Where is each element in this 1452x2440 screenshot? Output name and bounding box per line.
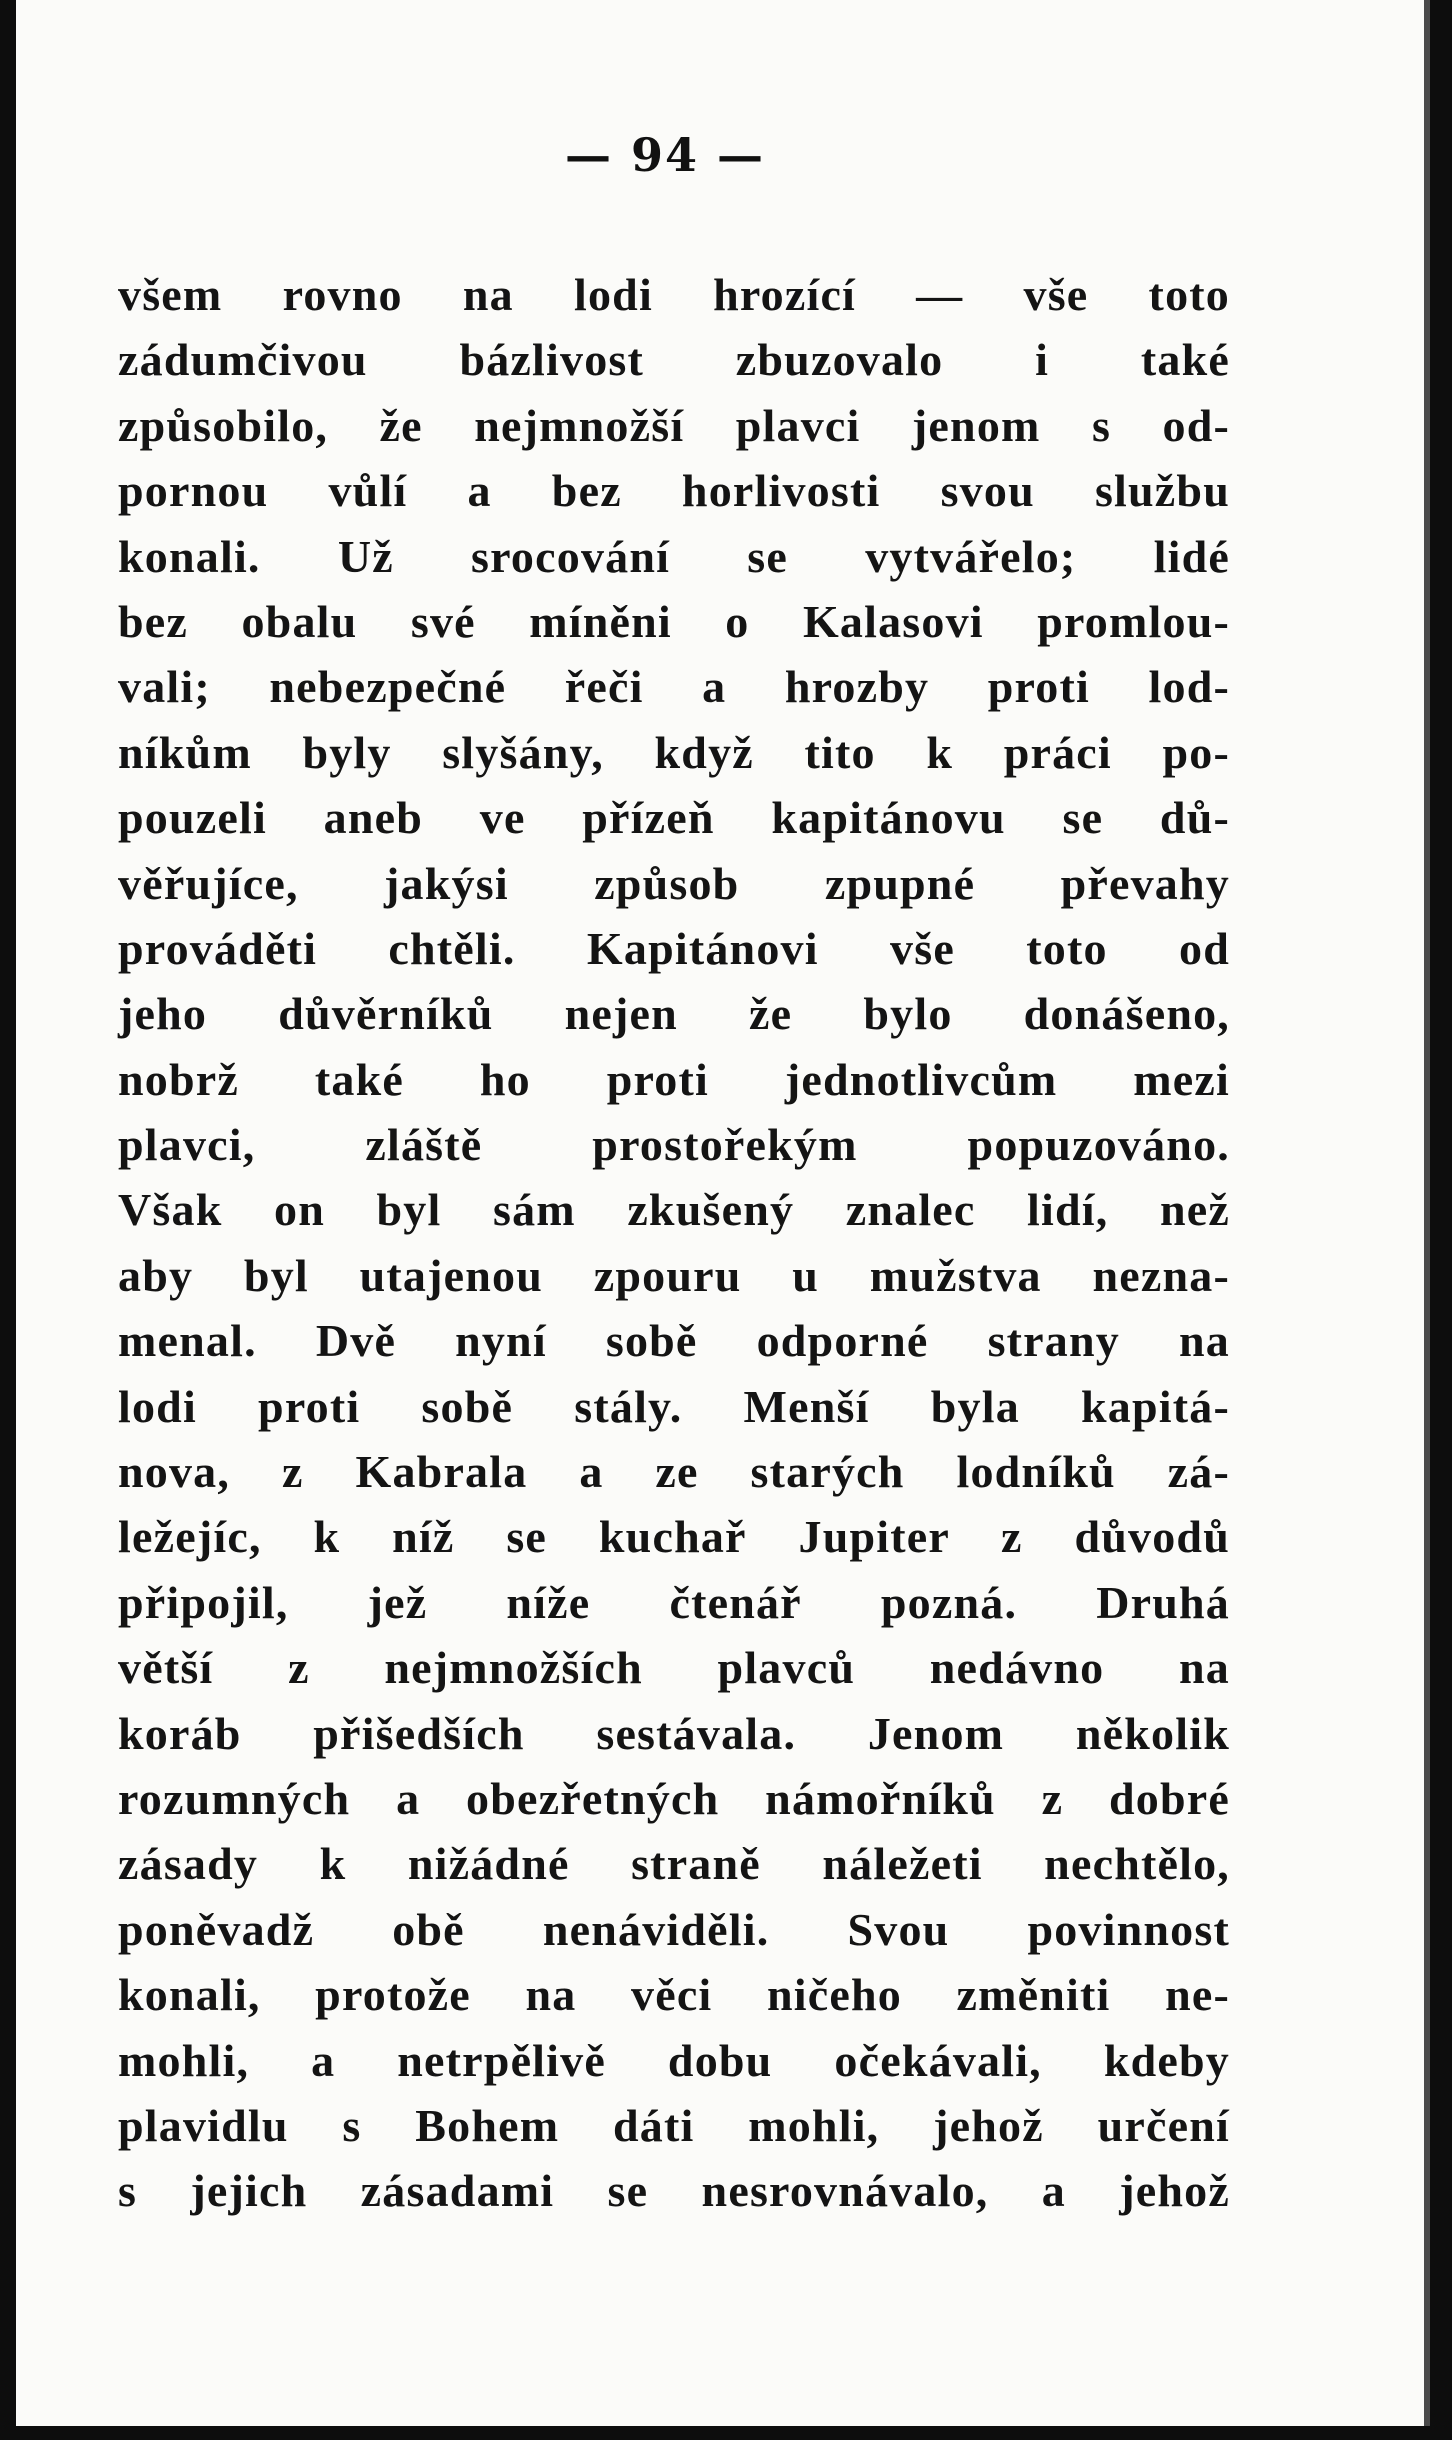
text-line: Však on byl sám zkušený znalec lidí, než — [118, 1184, 1230, 1236]
text-line: menal. Dvě nyní sobě odporné strany na — [118, 1315, 1230, 1367]
text-line: níkům byly slyšány, když tito k práci po- — [118, 726, 1230, 778]
text-line: konali, protože na věci ničeho změniti ne- — [118, 1969, 1230, 2021]
text-line: vali; nebezpečné řeči a hrozby proti lod- — [118, 661, 1230, 713]
scan-border-bottom — [0, 2426, 1452, 2440]
body-text — [118, 262, 1230, 2224]
text-line: pornou vůlí a bez horlivosti svou službu — [118, 465, 1230, 517]
page-number: — 94 — — [564, 128, 766, 182]
text-line: plavidlu s Bohem dáti mohli, jehož určení — [118, 2099, 1230, 2151]
text-line: větší z nejmnožších plavců nedávno na — [118, 1642, 1230, 1694]
text-line: zádumčivou bázlivost zbuzovalo i také — [118, 334, 1230, 386]
text-line: všem rovno na lodi hrozící — vše toto — [118, 269, 1230, 320]
text-line: lodi proti sobě stály. Menší byla kapitá- — [118, 1380, 1230, 1432]
text-line: zásady k nižádné straně náležeti nechtělo, — [118, 1838, 1230, 1890]
scan-border-right — [1430, 0, 1452, 2440]
text-line: ležejíc, k níž se kuchař Jupiter z důvodů — [118, 1511, 1230, 1563]
text-line: aby byl utajenou zpouru u mužstva nezna- — [118, 1249, 1230, 1301]
text-line: koráb přišedších sestávala. Jenom několik — [118, 1707, 1230, 1759]
text-line: nobrž také ho proti jednotlivcům mezi — [118, 1053, 1230, 1105]
scan-border-left — [0, 0, 16, 2440]
text-line: plavci, zláště prostořekým popuzováno. — [118, 1119, 1230, 1171]
text-line: prováděti chtěli. Kapitánovi vše toto od — [118, 922, 1230, 974]
text-line: věřujíce, jakýsi způsob zpupné převahy — [118, 857, 1230, 909]
text-line: poněvadž obě nenáviděli. Svou povinnost — [118, 1903, 1230, 1955]
text-line: konali. Už srocování se vytvářelo; lidé — [118, 530, 1230, 582]
text-line: nova, z Kabrala a ze starých lodníků zá- — [118, 1446, 1230, 1498]
text-line: s jejich zásadami se nesrovnávalo, a jehož — [118, 2165, 1230, 2217]
text-line: jeho důvěrníků nejen že bylo donášeno, — [118, 988, 1230, 1040]
text-line: mohli, a netrpělivě dobu očekávali, kdeby — [118, 2034, 1230, 2086]
text-line: způsobilo, že nejmnožší plavci jenom s od- — [118, 399, 1230, 451]
text-line: bez obalu své míněni o Kalasovi promlou- — [118, 595, 1230, 647]
text-line: připojil, jež níže čtenář pozná. Druhá — [118, 1576, 1230, 1628]
text-line: rozumných a obezřetných námořníků z dobré — [118, 1772, 1230, 1824]
text-line: pouzeli aneb ve přízeň kapitánovu se dů- — [118, 792, 1230, 844]
